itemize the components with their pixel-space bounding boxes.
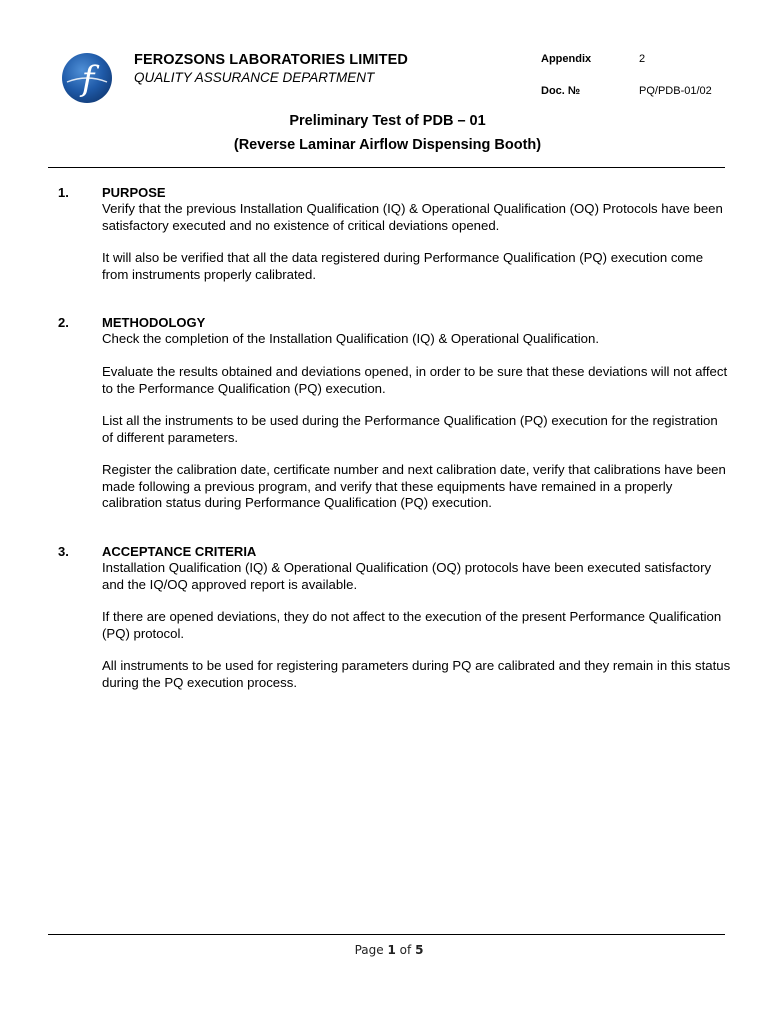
page-number bbox=[0, 943, 768, 957]
section-paragraph: Installation Qualification (IQ) & Operational Qualification (OQ) protocols have been executed satisfactory and the IQ/OQ approved report is available. bbox=[102, 560, 712, 592]
section-heading-purpose: PURPOSE bbox=[102, 185, 166, 200]
section-paragraph: If there are opened deviations, they do not affect to the execution of the present Performance Qualification (PQ) protocol. bbox=[102, 609, 722, 641]
document-title: Preliminary Test of PDB – 01 bbox=[289, 113, 486, 129]
section-heading-acceptance-criteria: ACCEPTANCE CRITERIA bbox=[102, 544, 257, 559]
company-name: FEROZSONS LABORATORIES LIMITED bbox=[134, 52, 408, 68]
section-paragraph: Register the calibration date, certificate number and next calibration date, verify that calibrations have been made following a previous program, and verify that these equipments have remained in a properly calibration status during Performance Qualification (PQ) execution. bbox=[102, 462, 726, 510]
section-paragraph: It will also be verified that all the data registered during Performance Qualification (PQ) execution come from instruments properly calibrated. bbox=[102, 250, 704, 282]
department-name: QUALITY ASSURANCE DEPARTMENT bbox=[134, 70, 375, 85]
footer-divider bbox=[48, 934, 725, 935]
total-pages: 5 bbox=[415, 943, 424, 957]
section-paragraph: Verify that the previous Installation Qualification (IQ) & Operational Qualification (OQ) Protocols have been satisfactory executed and no existence of critical deviations opened. bbox=[102, 201, 723, 233]
company-logo bbox=[61, 52, 113, 104]
document-subtitle: (Reverse Laminar Airflow Dispensing Booth) bbox=[233, 137, 542, 153]
current-page: 1 bbox=[387, 943, 396, 957]
section-paragraph: All instruments to be used for registering parameters during PQ are calibrated and they remain in this status during the PQ execution process. bbox=[102, 658, 731, 690]
doc-number-label: Doc. № bbox=[541, 85, 581, 97]
section-heading-methodology: METHODOLOGY bbox=[102, 315, 206, 330]
section-paragraph: List all the instruments to be used during the Performance Qualification (PQ) execution for the registration of different parameters. bbox=[102, 413, 718, 445]
header-divider bbox=[48, 167, 725, 168]
logo-icon bbox=[61, 52, 113, 104]
appendix-label: Appendix bbox=[541, 53, 592, 65]
section-number: 2. bbox=[58, 315, 69, 330]
of-word: of bbox=[399, 943, 412, 957]
logo-letter: f bbox=[81, 59, 95, 99]
section-paragraph: Evaluate the results obtained and deviations opened, in order to be sure that these deviations will not affect to the Performance Qualification (PQ) execution. bbox=[102, 364, 728, 396]
doc-number-value: PQ/PDB-01/02 bbox=[639, 85, 712, 97]
section-paragraph: Check the completion of the Installation Qualification (IQ) & Operational Qualification. bbox=[102, 331, 599, 346]
section-number: 3. bbox=[58, 544, 69, 559]
page-word: Page bbox=[354, 943, 384, 957]
section-number: 1. bbox=[58, 185, 69, 200]
appendix-value: 2 bbox=[639, 53, 646, 65]
